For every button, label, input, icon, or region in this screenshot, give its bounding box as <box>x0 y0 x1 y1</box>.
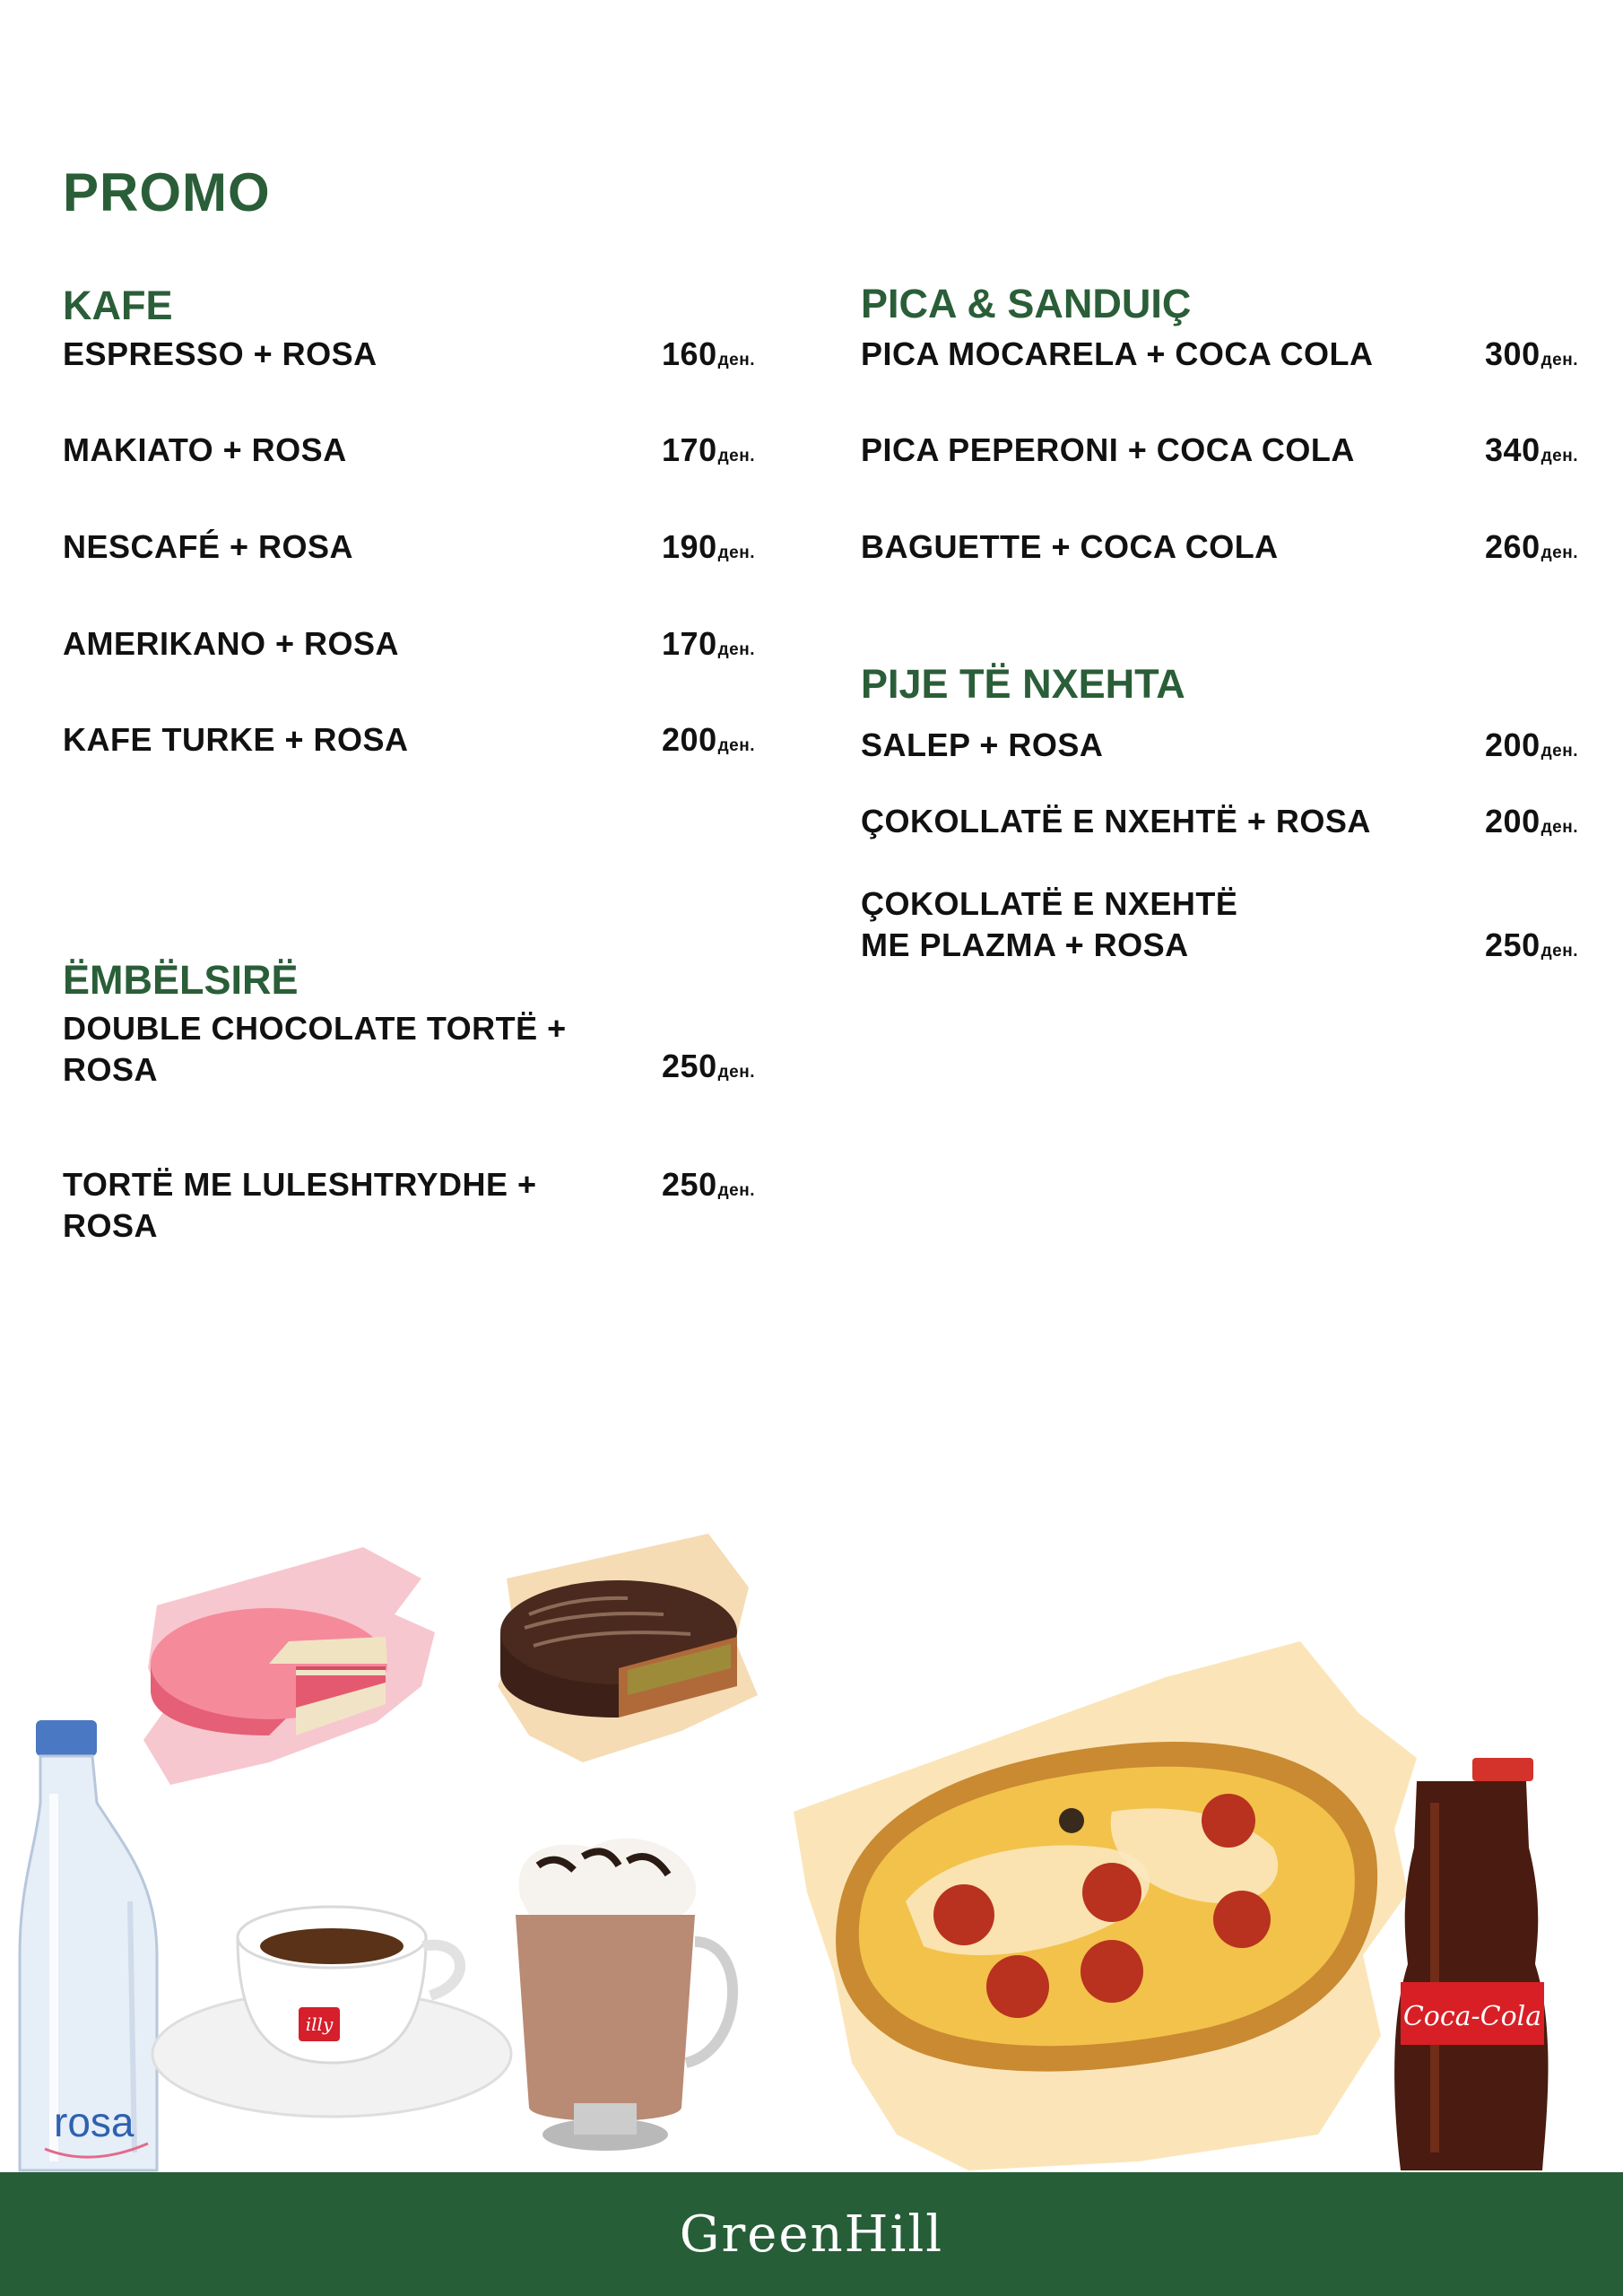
section-title-kafe: KAFE <box>63 283 173 328</box>
item-price: 260ден. <box>1485 528 1578 565</box>
item-price: 190ден. <box>662 528 755 565</box>
water-bottle-image <box>20 1720 157 2170</box>
section-title-pije: PIJE TË NXEHTA <box>861 661 1185 707</box>
item-price: 160ден. <box>662 335 755 372</box>
pizza-image <box>794 1641 1417 2170</box>
item-price: 170ден. <box>662 625 755 662</box>
item-name: PICA MOCARELA + COCA COLA <box>861 335 1374 372</box>
cola-bottle-image <box>1394 1758 1548 2170</box>
item-price: 170ден. <box>662 431 755 468</box>
chocolate-cake-image <box>498 1534 758 1762</box>
item-name: ESPRESSO + ROSA <box>63 335 378 372</box>
item-price: 250ден. <box>662 1048 755 1084</box>
item-name: DOUBLE CHOCOLATE TORTË + ROSA <box>63 1010 567 1088</box>
item-price: 340ден. <box>1485 431 1578 468</box>
item-name: MAKIATO + ROSA <box>63 431 347 468</box>
item-price: 200ден. <box>662 721 755 758</box>
item-name: ÇOKOLLATË E NXEHTË ME PLAZMA + ROSA <box>861 885 1238 963</box>
item-name: KAFE TURKE + ROSA <box>63 721 409 758</box>
footer-bar <box>0 2172 1623 2296</box>
cola-bottle-label: Coca-Cola <box>1402 2001 1542 2032</box>
item-price: 250ден. <box>1485 926 1578 963</box>
item-name: TORTË ME LULESHTRYDHE + ROSA <box>63 1166 537 1244</box>
item-name: PICA PEPERONI + COCA COLA <box>861 431 1355 468</box>
item-price: 300ден. <box>1485 335 1578 372</box>
page-title: PROMO <box>63 162 271 222</box>
water-bottle-label: rosa <box>54 2099 135 2145</box>
section-title-pica: PICA & SANDUIÇ <box>861 281 1192 326</box>
section-title-embelsire: ËMBËLSIRË <box>63 957 299 1003</box>
item-price: 200ден. <box>1485 803 1578 839</box>
item-name: AMERIKANO + ROSA <box>63 625 400 662</box>
item-name: ÇOKOLLATË E NXEHTË + ROSA <box>861 803 1371 839</box>
strawberry-cake-image <box>143 1547 435 1785</box>
item-name: SALEP + ROSA <box>861 726 1104 763</box>
espresso-cup-image <box>152 1907 511 2117</box>
item-name: BAGUETTE + COCA COLA <box>861 528 1279 565</box>
hot-chocolate-image <box>516 1839 733 2151</box>
item-price: 200ден. <box>1485 726 1578 763</box>
brand-logo: GreenHill <box>679 2205 944 2264</box>
cup-brand-label: illy <box>305 2013 334 2035</box>
item-price: 250ден. <box>662 1166 755 1203</box>
item-name: NESCAFÉ + ROSA <box>63 528 354 565</box>
